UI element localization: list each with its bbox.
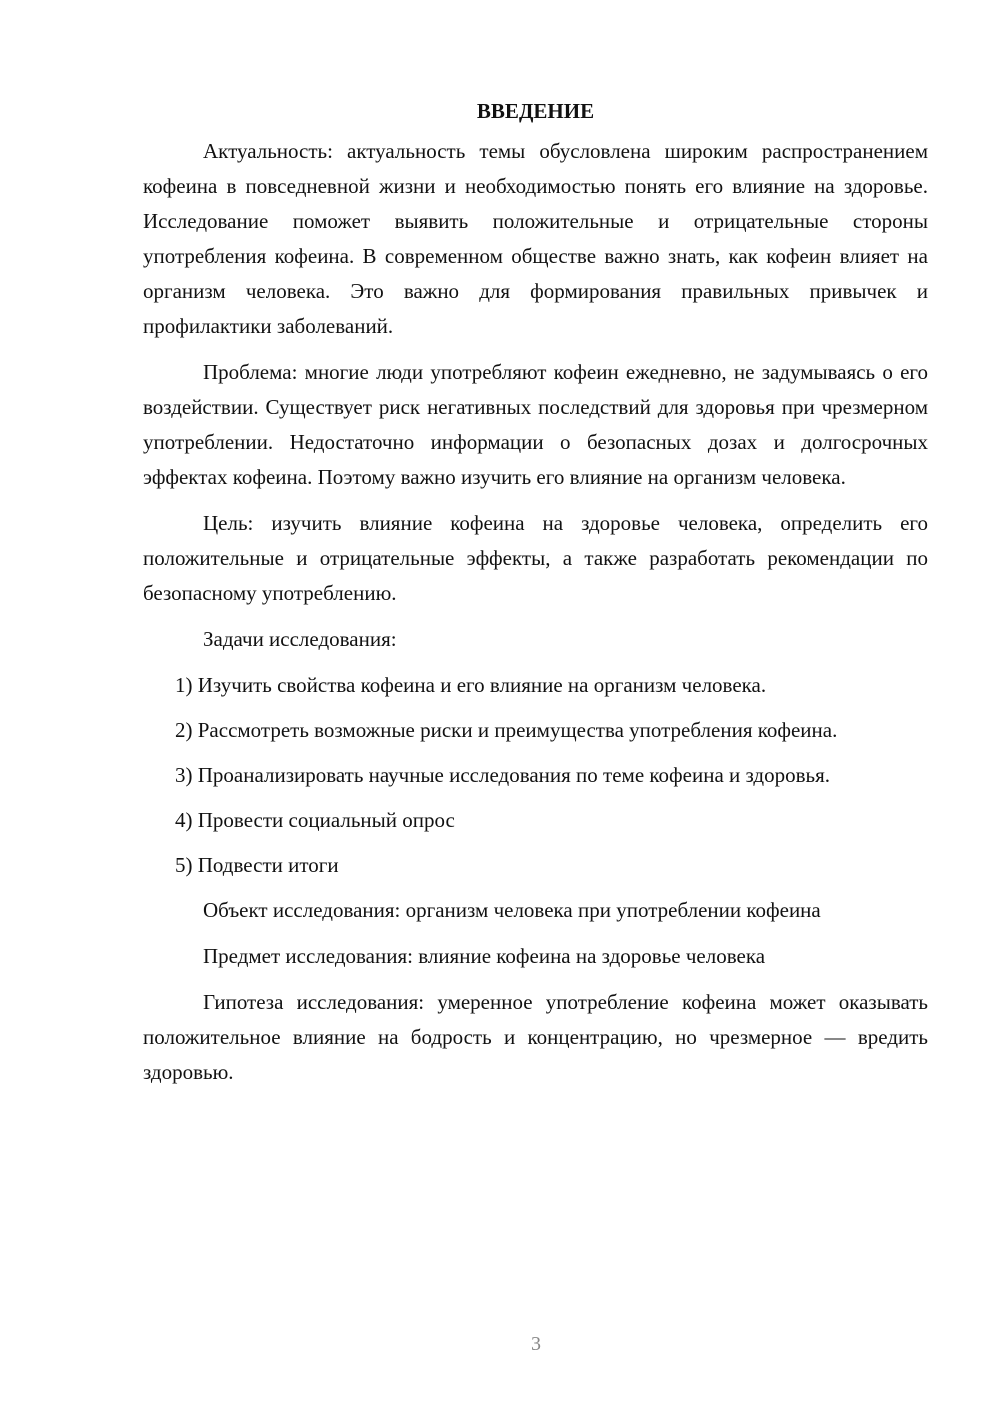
paragraph-tasks-heading: Задачи исследования:: [203, 627, 397, 651]
task-item: 5) Подвести итоги: [175, 853, 339, 877]
paragraph-subject: Предмет исследования: влияние кофеина на здоровье человека: [203, 944, 766, 968]
task-item: 1) Изучить свойства кофеина и его влияние на организм человека.: [175, 673, 767, 697]
paragraph-relevance: Актуальность: актуальность темы обусловлена широким распространением кофеина в повседневной жизни и необходимостью понять его влияние на здоровье. Исследование поможет выявить положительные и отрицательные стороны употребления кофеина. В современном обществе важно знать, как кофеин влияет на организм человека. Это важно для формирования правильных привычек и профилактики заболеваний.: [143, 139, 928, 338]
paragraph-object: Объект исследования: организм человека при употреблении кофеина: [203, 898, 821, 922]
page-number: 3: [531, 1333, 541, 1355]
page-content: [143, 92, 928, 1101]
paragraph-problem: Проблема: многие люди употребляют кофеин ежедневно, не задумываясь о его воздействии. Существует риск негативных последствий для здоровья при чрезмерном употреблении. Недостаточно информации о безопасных дозах и долгосрочных эффектах кофеина. Поэтому важно изучить его влияние на организм человека.: [143, 360, 928, 489]
paragraph-hypothesis: Гипотеза исследования: умеренное употребление кофеина может оказывать положительное влияние на бодрость и концентрацию, но чрезмерное — вредить здоровью.: [143, 990, 928, 1084]
task-item: 3) Проанализировать научные исследования по теме кофеина и здоровья.: [175, 763, 830, 787]
task-item: 2) Рассмотреть возможные риски и преимущества употребления кофеина.: [175, 718, 838, 742]
task-item: 4) Провести социальный опрос: [175, 808, 455, 832]
section-title: ВВЕДЕНИЕ: [476, 99, 595, 123]
paragraph-goal: Цель: изучить влияние кофеина на здоровье человека, определить его положительные и отрицательные эффекты, а также разработать рекомендации по безопасному употреблению.: [143, 511, 928, 605]
